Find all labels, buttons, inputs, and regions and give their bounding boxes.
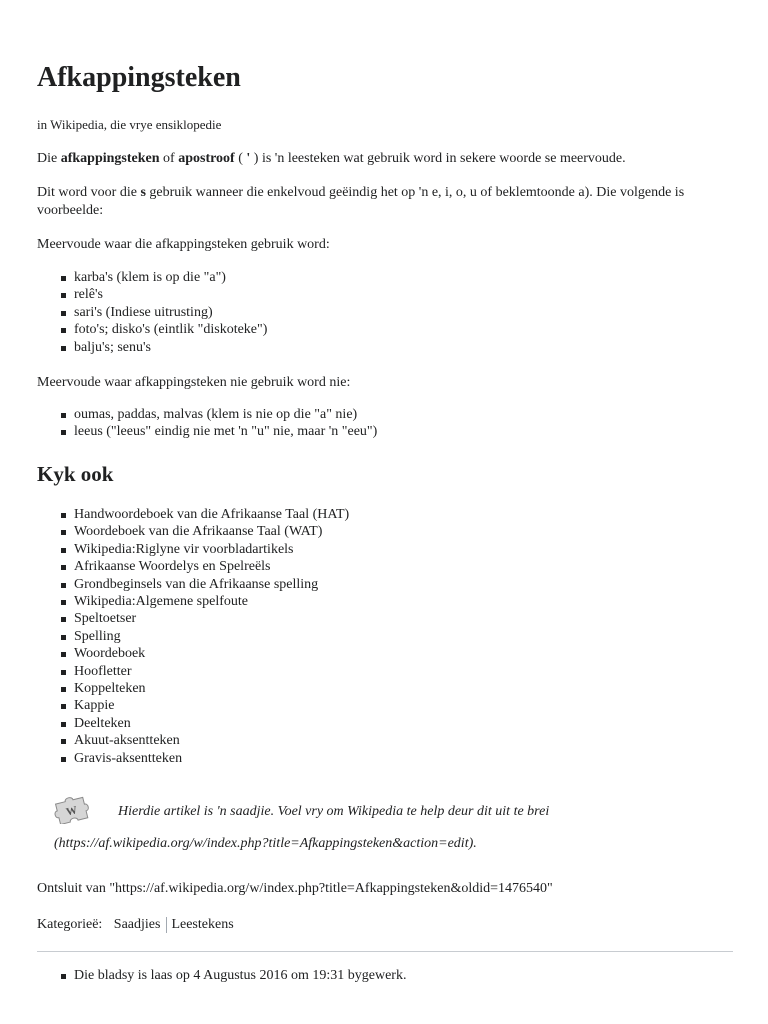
letter-s: s bbox=[140, 185, 146, 200]
list-item: balju's; senu's bbox=[74, 339, 267, 356]
retrieved-from: Ontsluit van "https://af.wikipedia.org/w/index.php?title=Afkappingsteken&oldid=1476540" bbox=[37, 881, 553, 896]
see-also-link[interactable]: Hoofletter bbox=[74, 663, 349, 680]
see-also-link[interactable]: Grondbeginsels van die Afrikaanse spelling bbox=[74, 576, 349, 593]
notused-list bbox=[37, 406, 377, 441]
category-links bbox=[37, 915, 234, 935]
see-also-link[interactable]: Wikipedia:Algemene spelfoute bbox=[74, 593, 349, 610]
see-also-link[interactable]: Woordeboek van die Afrikaanse Taal (WAT) bbox=[74, 523, 349, 540]
apostrophe-glyph: ' bbox=[246, 151, 251, 166]
see-also-list bbox=[37, 506, 349, 767]
see-also-link[interactable]: Woordeboek bbox=[74, 645, 349, 662]
term-afkappingsteken: afkappingsteken bbox=[60, 151, 160, 166]
page-title: Afkappingsteken bbox=[37, 62, 241, 93]
site-tagline: in Wikipedia, die vrye ensiklopedie bbox=[37, 117, 222, 132]
see-also-heading: Kyk ook bbox=[37, 462, 114, 486]
see-also-link[interactable]: Wikipedia:Riglyne vir voorbladartikels bbox=[74, 541, 349, 558]
usage-paragraph: Dit word voor die s gebruik wanneer die enkelvoud geëindig het op 'n e, i, o, u of beklemtoonde a). Die volgende is voorbeelde: bbox=[37, 185, 685, 218]
list-item: leeus ("leeus" eindig nie met 'n "u" nie, maar 'n "eeu") bbox=[74, 424, 378, 440]
category-link-leestekens[interactable]: Leestekens bbox=[171, 917, 234, 932]
see-also-link[interactable]: Deelteken bbox=[74, 715, 349, 732]
see-also-link[interactable]: Koppelteken bbox=[74, 680, 349, 697]
see-also-link[interactable]: Handwoordeboek van die Afrikaanse Taal (HAT) bbox=[74, 507, 350, 522]
categories-label[interactable]: Kategorieë: bbox=[37, 917, 103, 932]
footer-info-list bbox=[37, 967, 406, 984]
last-modified: Die bladsy is laas op 4 Augustus 2016 om 19:31 bygewerk. bbox=[74, 968, 407, 983]
list-item: foto's; disko's (eintlik "diskoteke") bbox=[74, 322, 268, 338]
list-item: relê's bbox=[74, 286, 267, 303]
used-list bbox=[37, 269, 267, 356]
used-heading: Meervoude waar die afkappingsteken gebruik word: bbox=[37, 237, 330, 252]
intro-paragraph: Die afkappingsteken of apostroof ( ' ) is 'n leesteken wat gebruik word in sekere woorde se meervoude. bbox=[37, 151, 626, 166]
footer-divider bbox=[37, 951, 733, 952]
notused-heading: Meervoude waar afkappingsteken nie gebruik word nie: bbox=[37, 375, 351, 390]
term-apostroof: apostroof bbox=[178, 151, 235, 166]
see-also-link[interactable]: Speltoetser bbox=[74, 610, 349, 627]
see-also-link[interactable]: Kappie bbox=[74, 697, 349, 714]
stub-text: Hierdie artikel is 'n saadjie. Voel vry om Wikipedia te help deur dit uit te brei (https://af.wikipedia.org/w/index.php?title=Afkappingsteken&action=edit). bbox=[54, 804, 550, 851]
list-item: oumas, paddas, malvas (klem is nie op die "a" nie) bbox=[74, 406, 377, 423]
see-also-link[interactable]: Akuut-aksentteken bbox=[74, 732, 349, 749]
see-also-link[interactable]: Spelling bbox=[74, 628, 349, 645]
see-also-link[interactable]: Gravis-aksentteken bbox=[74, 750, 349, 767]
see-also-link[interactable]: Afrikaanse Woordelys en Spelreëls bbox=[74, 558, 349, 575]
list-item: karba's (klem is op die "a") bbox=[74, 269, 267, 286]
list-item: sari's (Indiese uitrusting) bbox=[74, 304, 267, 321]
category-link-saadjies[interactable]: Saadjies bbox=[113, 917, 161, 932]
category-separator bbox=[166, 917, 167, 933]
svg-text:W: W bbox=[64, 804, 79, 819]
puzzle-piece-icon bbox=[49, 792, 97, 824]
